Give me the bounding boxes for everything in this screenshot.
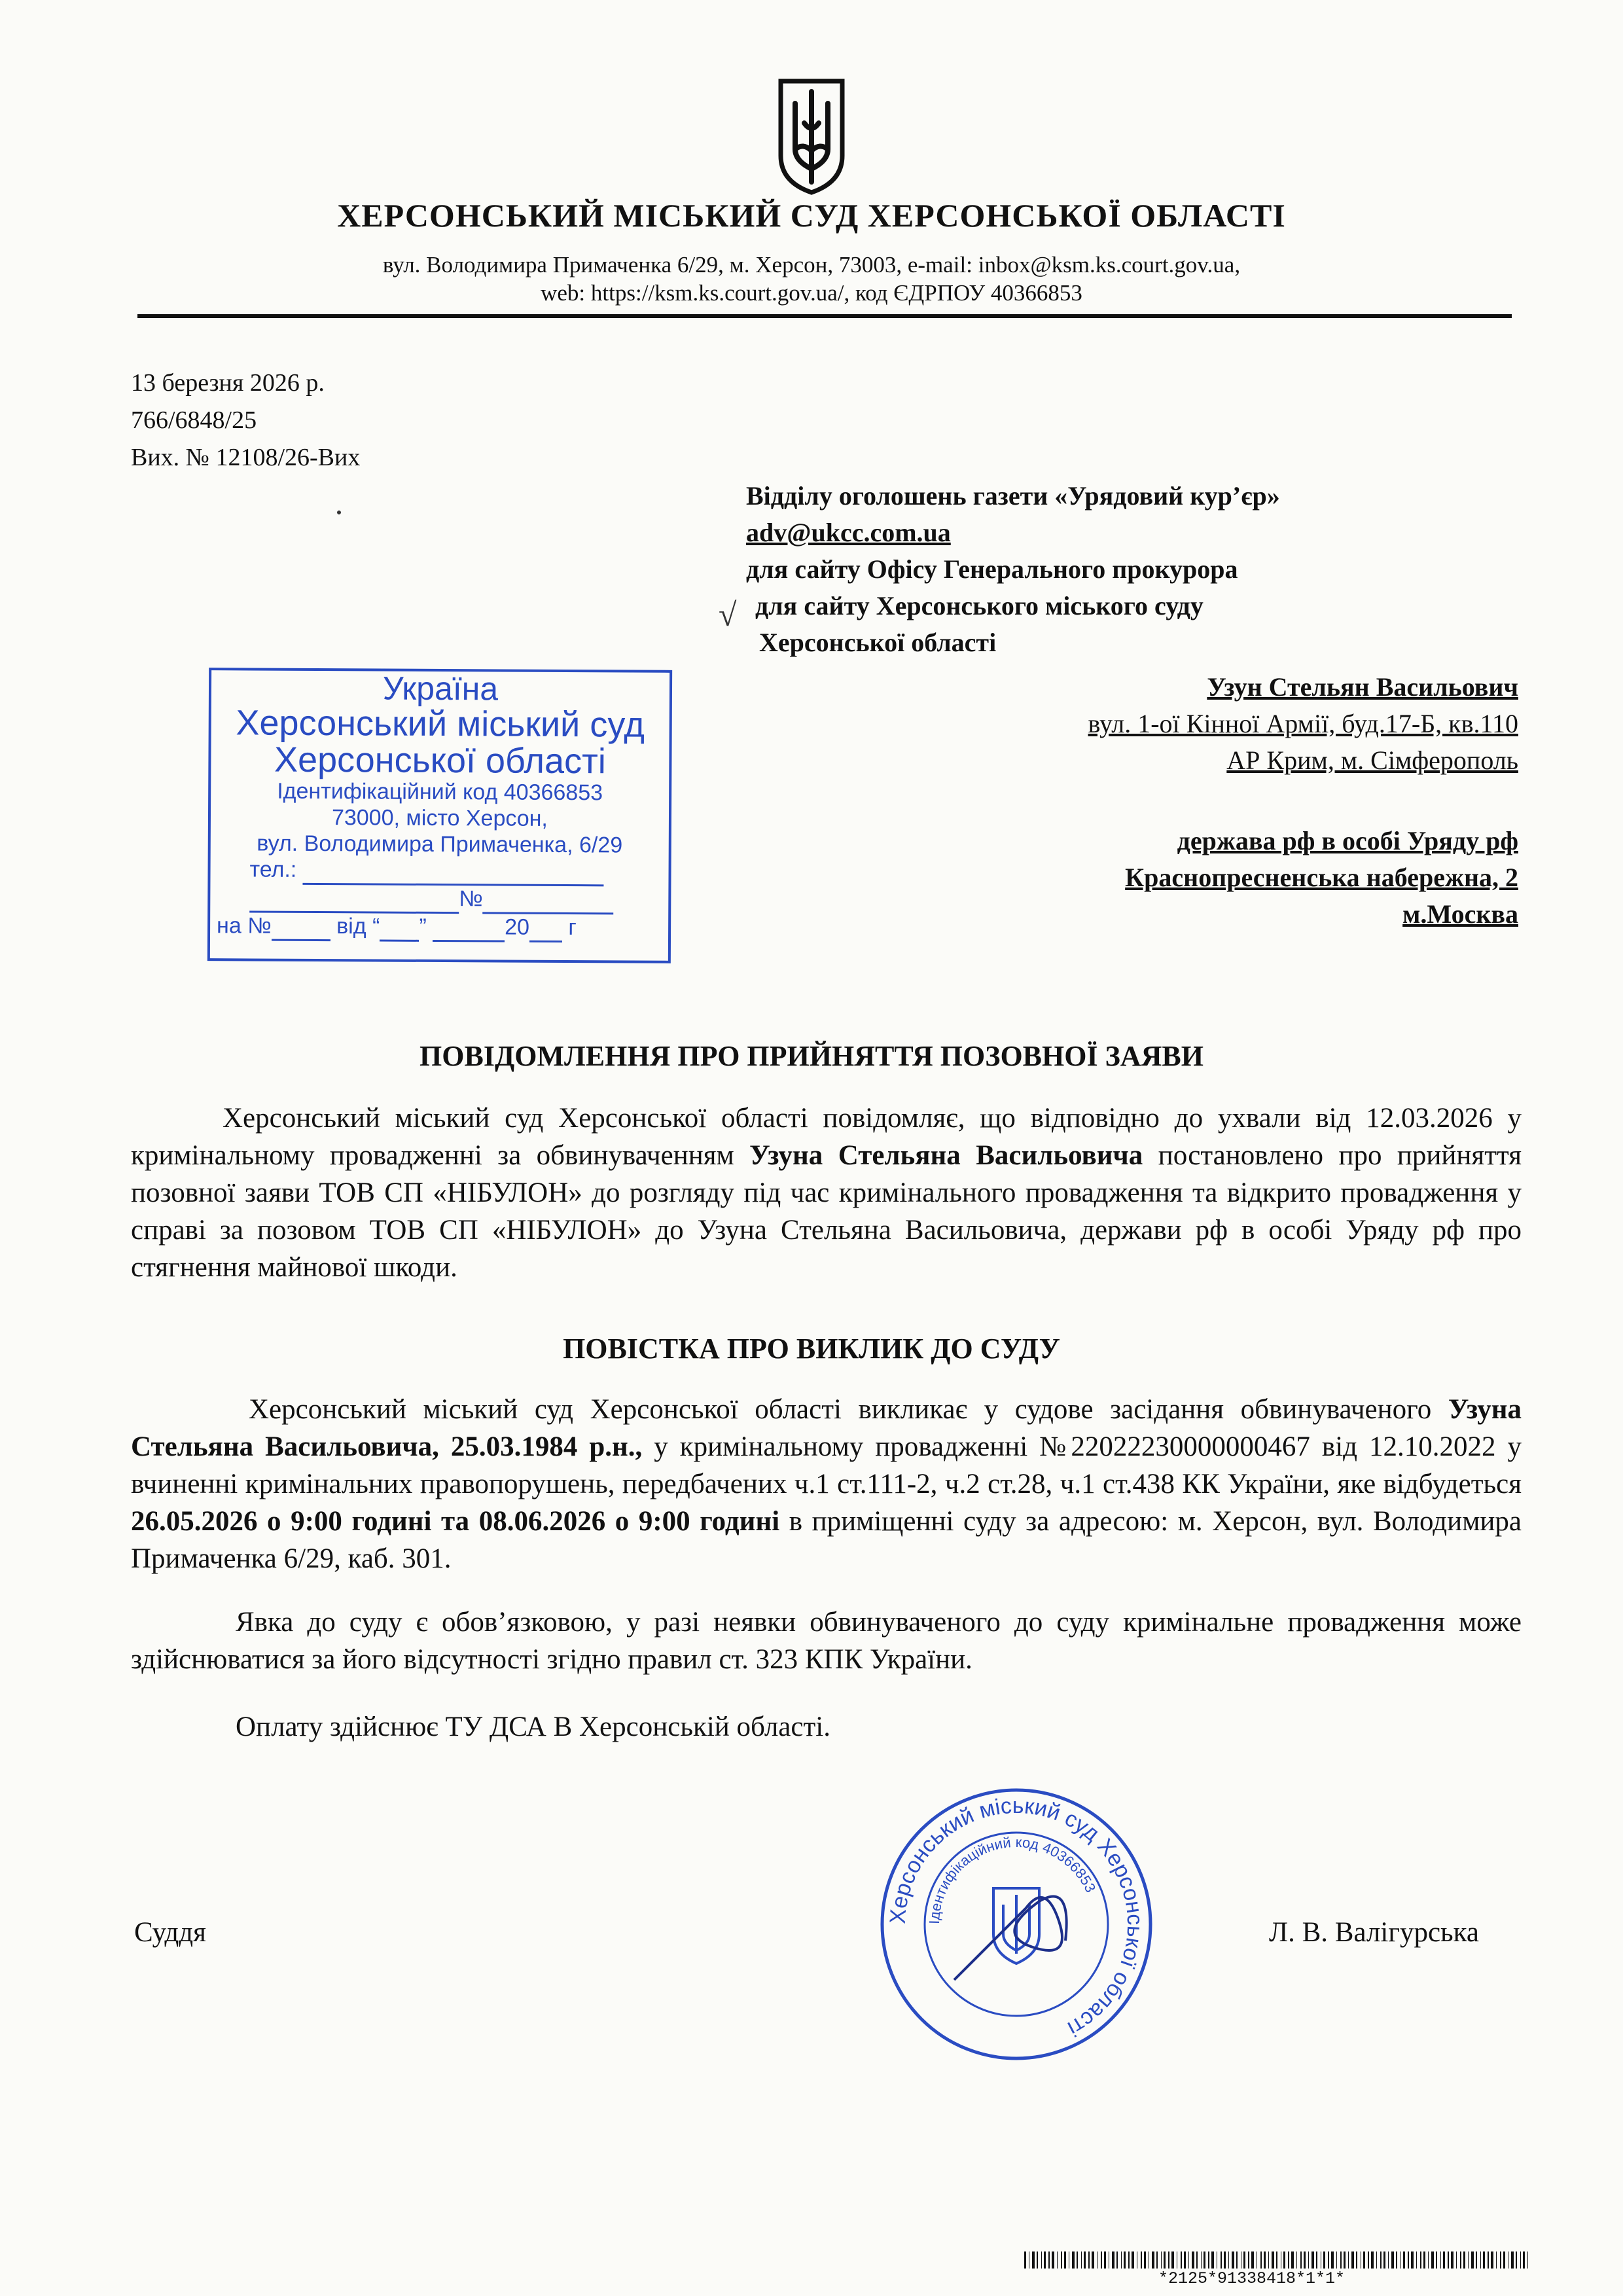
barcode-bar (1420, 2251, 1421, 2269)
barcode-bar (1251, 2251, 1254, 2269)
court-seal-stamp (876, 1784, 1157, 2065)
barcode-bar (1168, 2251, 1169, 2269)
barcode-bar (1272, 2251, 1274, 2269)
barcode-bar (1276, 2251, 1277, 2269)
notice-accused-name: Узуна Стельяна Васильовича (749, 1140, 1143, 1171)
barcode-bar (1024, 2251, 1026, 2269)
coat-of-arms-icon (776, 77, 847, 195)
barcode-bar (1460, 2251, 1461, 2269)
document-meta (131, 365, 360, 476)
stamp-g: г (568, 915, 577, 941)
barcode-bar (1323, 2251, 1325, 2269)
summons-paragraph (131, 1391, 1522, 1577)
barcode-bar (1428, 2251, 1429, 2269)
summons-text-b: у кримінальному провадженні №22022230000000467 від 12.10.2022 у вчиненні кримінальних правопорушень, передбачених ч.1 ст.111-2, ч.2 ст.28, ч.1 ст.438 КК України, яке відбудеться (131, 1431, 1522, 1499)
barcode-bar (1363, 2251, 1365, 2269)
barcode-bar (1221, 2251, 1222, 2269)
barcode-bar (1141, 2251, 1142, 2269)
state-address-2: м.Москва (1402, 899, 1518, 929)
barcode-bar (1483, 2251, 1485, 2269)
barcode-bar (1084, 2251, 1086, 2269)
barcode-bar (1248, 2251, 1249, 2269)
ink-dot (337, 511, 341, 514)
barcode-bar (1331, 2251, 1334, 2269)
barcode-bar (1316, 2251, 1317, 2269)
barcode-bar (1041, 2251, 1042, 2269)
barcode-bar (1132, 2251, 1134, 2269)
barcode-bar (1128, 2251, 1130, 2269)
barcode-bar (1523, 2251, 1525, 2269)
stamp-ref-row: на № від “ ” 20 г (210, 912, 668, 943)
barcode-bar (1468, 2251, 1469, 2269)
barcode-bar (1264, 2251, 1266, 2269)
recipient-court-region: Херсонської області (759, 628, 997, 657)
barcode-bar (1032, 2251, 1035, 2269)
recipient-state (1125, 823, 1518, 933)
barcode-bar (1283, 2251, 1285, 2269)
barcode-bar (1376, 2251, 1377, 2269)
payment-paragraph: Оплату здійснює ТУ ДСА В Херсонській області. (236, 1712, 830, 1742)
barcode-bar (1351, 2251, 1354, 2269)
summons-title: ПОВІСТКА ПРО ВИКЛИК ДО СУДУ (563, 1333, 1060, 1365)
summons-accused: Узуна Стельяна Васильовича, 25.03.1984 р.н., (131, 1394, 1522, 1462)
barcode-bar (1411, 2251, 1414, 2269)
barcode-bar (1228, 2251, 1229, 2269)
header-divider (137, 314, 1512, 318)
barcode-bar (1340, 2251, 1342, 2269)
barcode-bar (1061, 2251, 1062, 2269)
barcode-bar (1232, 2251, 1234, 2269)
svg-text:Херсонський міський суд Херсон: Херсонський міський суд Херсонської області (885, 1793, 1148, 2041)
recipient-person (1088, 669, 1518, 779)
barcode-bar (1476, 2251, 1477, 2269)
notice-paragraph (131, 1100, 1522, 1286)
state-name: держава рф в особі Уряду рф (1177, 826, 1518, 855)
barcode-bar (1201, 2251, 1202, 2269)
barcode-bar (1092, 2251, 1094, 2269)
barcode-bar (1260, 2251, 1262, 2269)
barcode-bar (1171, 2251, 1174, 2269)
barcode-bar (1288, 2251, 1289, 2269)
barcode-bar (1152, 2251, 1154, 2269)
court-address-line-1: вул. Володимира Примаченка 6/29, м. Херсон, 73003, e-mail: inbox@ksm.ks.court.gov.ua, (382, 252, 1241, 278)
barcode-bar (1204, 2251, 1205, 2269)
barcode-bar (1356, 2251, 1357, 2269)
barcode-bar (1328, 2251, 1329, 2269)
barcode-bar (1423, 2251, 1425, 2269)
barcode-bar (1081, 2251, 1082, 2269)
stamp-from: від “ (336, 914, 380, 939)
barcode-bar (1184, 2251, 1186, 2269)
barcode-bar (1471, 2251, 1474, 2269)
barcode-bar (1052, 2251, 1054, 2269)
barcode-bar (1400, 2251, 1401, 2269)
barcode-bar (1121, 2251, 1122, 2269)
notice-text-a: Херсонський міський суд Херсонської області повідомляє, що відповідно до ухвали від 12.03.2026 у кримінальному провадженні за обвинуваченням (131, 1103, 1522, 1171)
barcode-bar (1456, 2251, 1457, 2269)
recipient-prosecutor-site: для сайту Офісу Генерального прокурора (746, 554, 1238, 584)
summons-dates: 26.05.2026 о 9:00 годині та 08.06.2026 о 9:00 годині (131, 1506, 780, 1537)
barcode-bar (1088, 2251, 1090, 2269)
barcode-bar (1300, 2251, 1302, 2269)
barcode-bar (1164, 2251, 1166, 2269)
barcode-bar (1511, 2251, 1514, 2269)
stamp-year: 20 (505, 914, 530, 940)
barcode-bar (1368, 2251, 1369, 2269)
judge-name: Л. В. Валігурська (1268, 1917, 1479, 1948)
barcode-bar (1224, 2251, 1226, 2269)
barcode-bar (1403, 2251, 1405, 2269)
barcode-bar (1440, 2251, 1441, 2269)
barcode-bar (1500, 2251, 1501, 2269)
barcode-bar (1243, 2251, 1245, 2269)
stamp-court-2: Херсонської області (274, 740, 606, 781)
barcode-bar (1503, 2251, 1505, 2269)
barcode-bar (1451, 2251, 1454, 2269)
barcode-bar (1236, 2251, 1238, 2269)
barcode-bar (1044, 2251, 1046, 2269)
recipients-block (746, 478, 1280, 661)
document-barcode (1024, 2251, 1528, 2269)
person-address-2: АР Крим, м. Сімферополь (1226, 745, 1518, 775)
barcode-bar (1391, 2251, 1394, 2269)
barcode-bar (1436, 2251, 1437, 2269)
stamp-number-row (210, 884, 668, 915)
document-date: 13 березня 2026 р. (131, 369, 325, 397)
barcode-bar (1064, 2251, 1066, 2269)
recipient-court-site: для сайту Херсонського міського суду (755, 591, 1204, 620)
barcode-bar (1161, 2251, 1162, 2269)
stamp-tel: тел.: (249, 857, 297, 882)
barcode-bar (1443, 2251, 1445, 2269)
barcode-bar (1344, 2251, 1346, 2269)
barcode-bar (1048, 2251, 1050, 2269)
barcode-bar (1268, 2251, 1269, 2269)
barcode-bar (1104, 2251, 1106, 2269)
recipient-newspaper: Відділу оголошень газети «Урядовий кур’єр» (746, 481, 1280, 511)
barcode-bar (1196, 2251, 1198, 2269)
barcode-bar (1211, 2251, 1214, 2269)
barcode-number: *2125*91338418*1*1* (1158, 2269, 1346, 2288)
barcode-bar (1488, 2251, 1489, 2269)
barcode-bar (1296, 2251, 1297, 2269)
state-address-1: Краснопресненська набережна, 2 (1125, 863, 1518, 892)
barcode-bar (1057, 2251, 1058, 2269)
court-registration-stamp (207, 668, 672, 963)
checkmark-icon: √ (719, 596, 737, 633)
barcode-bar (1311, 2251, 1314, 2269)
stamp-id-code: Ідентифікаційний код 40366853 (277, 778, 603, 806)
stamp-tel-row (210, 856, 668, 887)
barcode-bar (1448, 2251, 1449, 2269)
barcode-bar (1101, 2251, 1102, 2269)
barcode-bar (1144, 2251, 1146, 2269)
stamp-num: № (459, 886, 483, 912)
stamp-street: вул. Володимира Примаченка, 6/29 (257, 831, 623, 858)
barcode-bar (1156, 2251, 1158, 2269)
barcode-bar (1124, 2251, 1126, 2269)
barcode-bar (1463, 2251, 1465, 2269)
barcode-bar (1208, 2251, 1209, 2269)
barcode-bar (1396, 2251, 1397, 2269)
barcode-bar (1112, 2251, 1115, 2269)
court-address-line-2: web: https://ksm.ks.court.gov.ua/, код ЄДРПОУ 40366853 (541, 280, 1082, 306)
barcode-bar (1491, 2251, 1493, 2269)
barcode-bar (1188, 2251, 1189, 2269)
barcode-bar (1336, 2251, 1337, 2269)
court-name: ХЕРСОНСЬКИЙ МІСЬКИЙ СУД ХЕРСОНСЬКОЇ ОБЛАСТІ (337, 197, 1286, 234)
barcode-bar (1516, 2251, 1517, 2269)
barcode-bar (1520, 2251, 1521, 2269)
stamp-country: Україна (382, 670, 499, 708)
barcode-bar (1116, 2251, 1118, 2269)
barcode-bar (1380, 2251, 1382, 2269)
person-address-1: вул. 1-ої Кінної Армії, буд.17-Б, кв.110 (1088, 709, 1518, 738)
barcode-bar (1348, 2251, 1349, 2269)
barcode-bar (1192, 2251, 1194, 2269)
stamp-ref: на № (217, 913, 272, 939)
svg-text:Ідентифікаційний код 40366853: Ідентифікаційний код 40366853 (925, 1833, 1099, 1925)
barcode-bar (1388, 2251, 1389, 2269)
barcode-bar (1308, 2251, 1309, 2269)
stamp-court-1: Херсонський міський суд (236, 703, 645, 745)
barcode-bar (1416, 2251, 1417, 2269)
attendance-paragraph: Явка до суду є обов’язковою, у разі неявки обвинуваченого до суду кримінальне провадження може здійснюватися за його відсутності згідно правил ст. 323 КПК України. (131, 1607, 1522, 1675)
stamp-city: 73000, місто Херсон, (331, 805, 548, 831)
summons-text-a: Херсонський міський суд Херсонської області викликає у судове засідання обвинуваченого (249, 1394, 1432, 1425)
barcode-bar (1304, 2251, 1306, 2269)
barcode-bar (1037, 2251, 1038, 2269)
barcode-bar (1496, 2251, 1497, 2269)
notice-title: ПОВІДОМЛЕННЯ ПРО ПРИЙНЯТТЯ ПОЗОВНОЇ ЗАЯВИ (419, 1040, 1204, 1072)
barcode-bar (1383, 2251, 1385, 2269)
recipient-email[interactable]: adv@ukcc.com.ua (746, 518, 951, 547)
case-number: 766/6848/25 (131, 406, 257, 434)
barcode-bar (1291, 2251, 1294, 2269)
barcode-bar (1480, 2251, 1481, 2269)
barcode-bar (1431, 2251, 1434, 2269)
barcode-bar (1408, 2251, 1409, 2269)
barcode-bar (1371, 2251, 1374, 2269)
barcode-bar (1181, 2251, 1182, 2269)
barcode-bar (1072, 2251, 1075, 2269)
summons-text-c: в приміщенні суду за адресою: м. Херсон, вул. Володимира Примаченка 6/29, каб. 301. (131, 1506, 1522, 1574)
barcode-bar (1527, 2251, 1528, 2269)
barcode-bar (1077, 2251, 1078, 2269)
notice-text-b: постановлено про прийняття позовної заяви ТОВ СП «НІБУЛОН» до розгляду під час кримінального провадження та відкрито провадження у справі за позовом ТОВ СП «НІБУЛОН» до Узуна Стельяна Васильовича, держави рф в особі Уряду рф про стягнення майнової шкоди. (131, 1140, 1522, 1283)
outgoing-number: Вих. № 12108/26-Вих (131, 444, 361, 471)
judge-role: Суддя (134, 1917, 206, 1948)
person-name: Узун Стельян Васильович (1207, 672, 1518, 702)
